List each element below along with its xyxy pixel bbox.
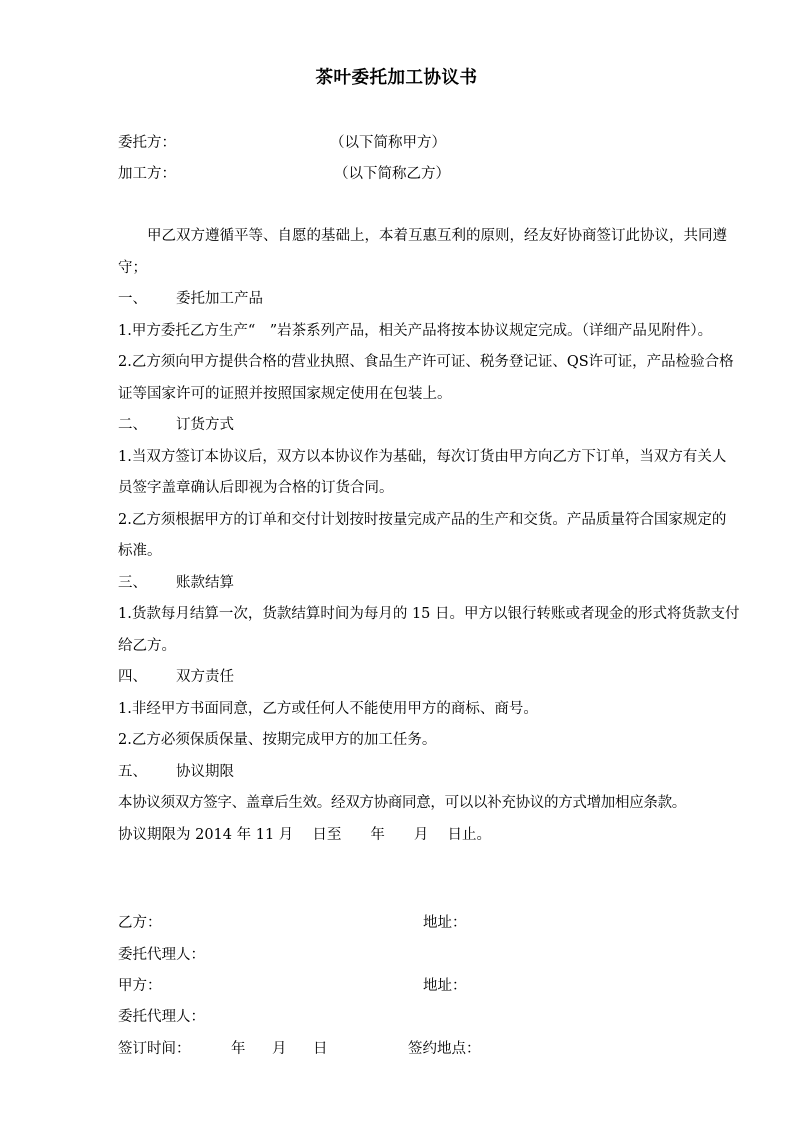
clause-1-1: 1.甲方委托乙方生产“ ”岩茶系列产品，相关产品将按本协议规定完成。（详细产品见附件）。 — [118, 322, 713, 339]
clause-4-2: 2.乙方必须保质保量、按期完成甲方的加工任务。 — [118, 732, 437, 748]
clause-5-1: 本协议须双方签字、盖章后生效。经双方协商同意，可以以补充协议的方式增加相应条款。 — [118, 795, 686, 811]
party-a-label: 甲方： — [118, 978, 162, 994]
section-heading-2: 二、 订货方式 — [118, 417, 234, 433]
intro-paragraph: 甲乙双方遵循平等、自愿的基础上，本着互惠互利的原则，经友好协商签订此协议，共同遵守； — [118, 228, 727, 276]
client-label: 委托方： — [118, 135, 176, 151]
place-label: 签约地点： — [408, 1041, 481, 1057]
address-b-label: 地址： — [423, 915, 467, 931]
clause-2-2: 2.乙方须根据甲方的订单和交付计划按时按量完成产品的生产和交货。产品质量符合国家规定的标准。 — [118, 511, 727, 559]
section-heading-4: 四、 双方责任 — [118, 669, 234, 685]
agreement-body — [118, 221, 740, 851]
processor-row — [118, 163, 450, 185]
month-label: 月 — [272, 1041, 287, 1057]
clause-5-2: 协议期限为 2014 年 11 月 日至 年 月 日止。 — [118, 826, 492, 843]
clause-4-1: 1.非经甲方书面同意，乙方或任何人不能使用甲方的商标、商号。 — [118, 700, 538, 717]
processor-label: 加工方： — [118, 166, 176, 182]
agent-b-row — [118, 944, 678, 966]
address-a-label: 地址： — [423, 978, 467, 994]
section-heading-3: 三、 账款结算 — [118, 574, 234, 591]
day-label: 日 — [313, 1041, 328, 1057]
party-a-row — [118, 975, 678, 997]
document-title: 茶叶委托加工协议书 — [315, 68, 478, 88]
section-heading-1: 一、 委托加工产品 — [118, 291, 263, 307]
processor-note: （以下简称乙方） — [334, 166, 450, 182]
clause-1-2: 2.乙方须向甲方提供合格的营业执照、食品生产许可证、税务登记证、QS许可证，产品检验合格证等国家许可的证照并按照国家规定使用在包装上。 — [118, 354, 734, 402]
year-label: 年 — [231, 1041, 246, 1057]
date-label: 签订时间： — [118, 1041, 191, 1057]
clause-2-1: 1.当双方签订本协议后，双方以本协议作为基础，每次订货由甲方向乙方下订单，当双方有关人员签字盖章确认后即视为合格的订货合同。 — [118, 448, 727, 496]
party-b-row — [118, 912, 678, 934]
party-b-label: 乙方： — [118, 915, 162, 931]
section-heading-5: 五、 协议期限 — [118, 763, 234, 780]
client-row — [118, 132, 446, 154]
agent-a-label: 委托代理人： — [118, 1009, 205, 1025]
clause-3-1: 1.货款每月结算一次，货款结算时间为每月的 15 日。甲方以银行转账或者现金的形式将货款支付给乙方。 — [118, 606, 740, 654]
date-place-row — [118, 1038, 678, 1060]
agent-a-row — [118, 1006, 678, 1028]
agent-b-label: 委托代理人： — [118, 947, 205, 963]
client-note: （以下简称甲方） — [330, 135, 446, 151]
